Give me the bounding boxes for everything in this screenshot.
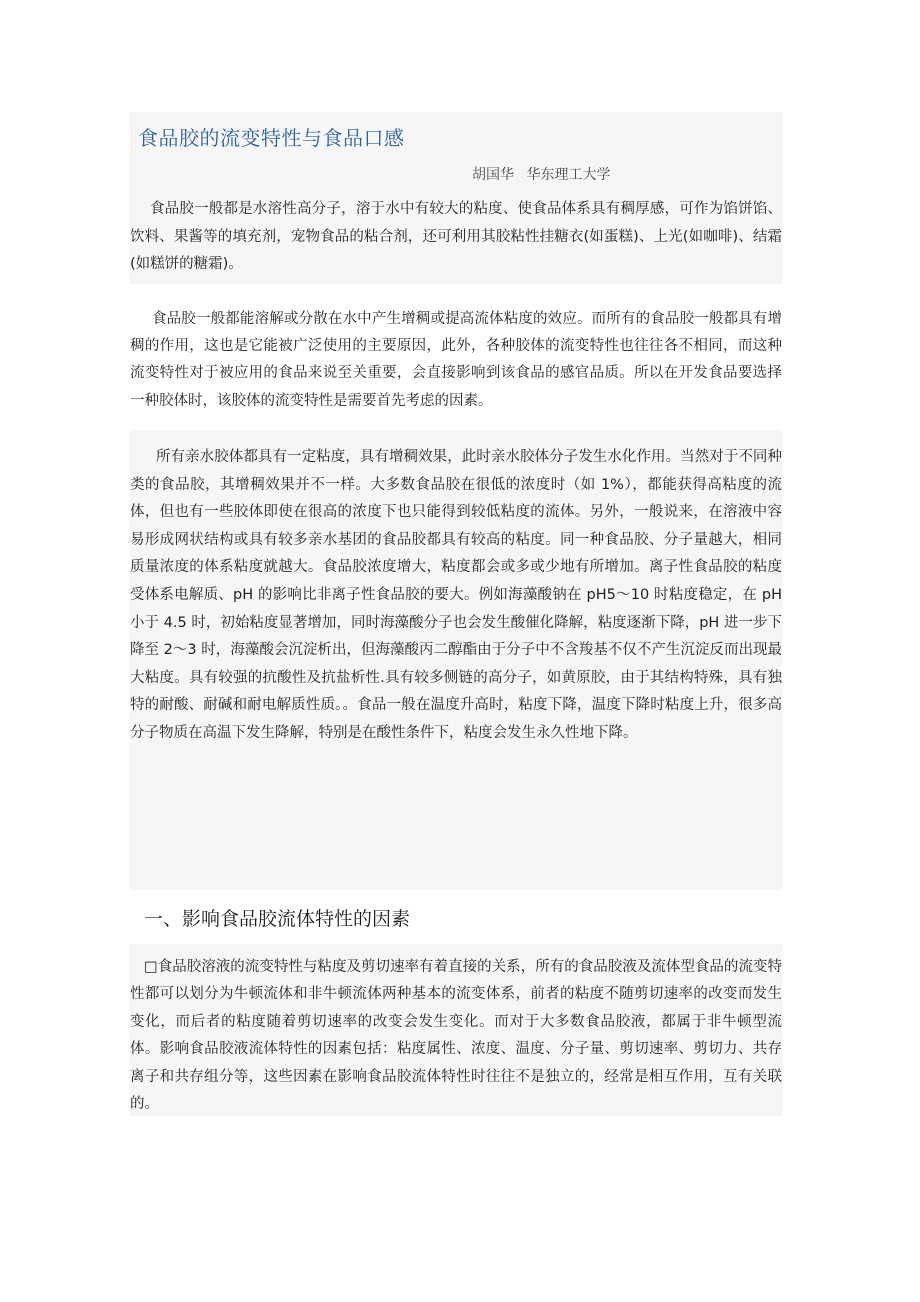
article-author: 胡国华 华东理工大学 [472,167,611,183]
paragraph-3: 所有亲水胶体都具有一定粘度，具有增稠效果，此时亲水胶体分子发生水化作用。当然对于不同种类的食品胶，其增稠效果并不一样。大多数食品胶在很低的浓度时（如 1%），都能获得高粘度的流体，但也有一些胶体即使在很高的浓度下也只能得到较低粘度的流体。另外，一般说来，在溶液中容易形成网状结构或具有较多亲水基团的食品胶都具有较高的粘度。同一种食品胶、分子量越大，相同质量浓度的体系粘度就越大。食品胶浓度增大，粘度都会或多或少地有所增加。离子性食品胶的粘度受体系电解质、pH 的影响比非离子性食品胶的要大。例如海藻酸钠在 pH5～10 时粘度稳定，在 pH 小于 4.5 时，初始粘度显著增加，同时海藻酸分子也会发生酸催化降解，粘度逐渐下降，pH 进一步下降至 2～3 时，海藻酸会沉淀析出，但海藻酸丙二醇酯由于分子中不含羧基不仅不产生沉淀反而出现最大粘度。具有较强的抗酸性及抗盐析性.具有较多侧链的高分子，如黄原胶，由于其结构特殊，具有独特的耐酸、耐碱和耐电解质性质。。食品一般在温度升高时，粘度下降，温度下降时粘度上升，很多高分子物质在高温下发生降解，特别是在酸性条件下，粘度会发生永久性地下降。 [130,449,782,741]
article-title: 食品胶的流变特性与食品口感 [138,126,405,150]
section-heading: 一、影响食品胶流体特性的因素 [144,908,411,930]
paragraph-2: 食品胶一般都能溶解或分散在水中产生增稠或提高流体粘度的效应。而所有的食品胶一般都具有增稠的作用，这也是它能被广泛使用的主要原因，此外，各种胶体的流变特性也往往各不相同，而这种流变特性对于被应用的食品来说至关重要，会直接影响到该食品的感官品质。所以在开发食品要选择一种胶体时，该胶体的流变特性是需要首先考虑的因素。 [130,311,782,409]
paragraph-1: 食品胶一般都是水溶性高分子，溶于水中有较大的粘度、使食品体系具有稠厚感，可作为馅饼馅、饮料、果酱等的填充剂，宠物食品的粘合剂，还可利用其胶粘性挂糖衣(如蛋糕)、上光(如咖啡)、结霜(如糕饼的糖霜)。 [130,201,782,272]
section-paragraph: □食品胶溶液的流变特性与粘度及剪切速率有着直接的关系，所有的食品胶液及流体型食品的流变特性都可以划分为牛顿流体和非牛顿流体两种基本的流变体系，前者的粘度不随剪切速率的改变而发生变化，而后者的粘度随着剪切速率的改变会发生变化。而对于大多数食品胶液，都属于非牛顿型流体。影响食品胶液流体特性的因素包括：粘度属性、浓度、温度、分子量、剪切速率、剪切力、共存离子和共存组分等，这些因素在影响食品胶流体特性时往往不是独立的，经常是相互作用，互有关联的。 [130,959,782,1113]
